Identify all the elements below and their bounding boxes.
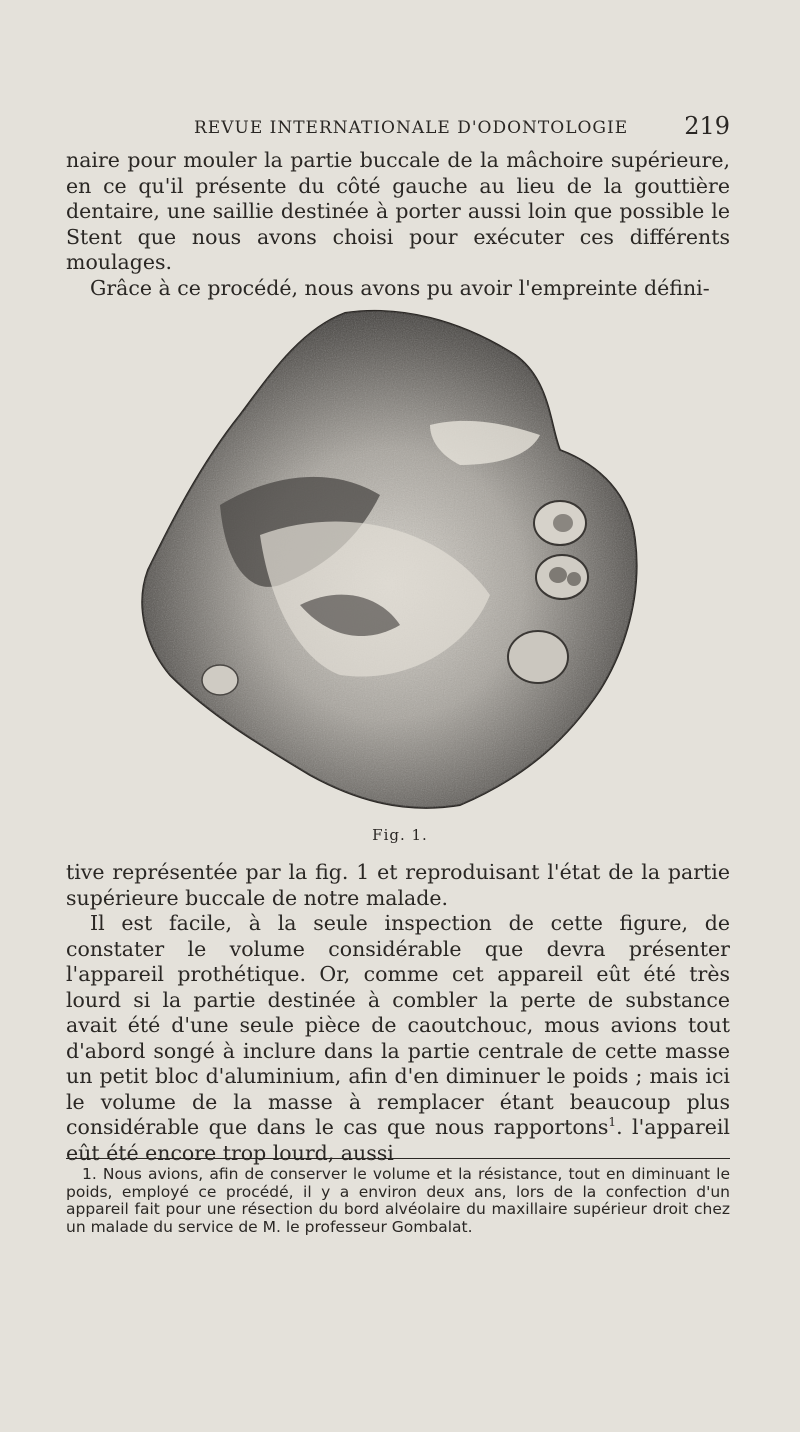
paragraph-text: Il est facile, à la seule inspection de cette figure, de constater le volume considérable que devra présenter l'appareil prothétique. Or, comme cet appareil eût été très lourd si la partie destinée à combler la perte de substance avait été d'une seule pièce de caoutchouc, mous avions tout d'abord songé à inclure dans la partie centrale de cette masse un petit bloc d'aluminium, afin d'en diminuer le poids ; mais ici le volume de la masse à remplacer étant beaucoup plus considérable que dans le cas que nous rapportons [66,911,730,1139]
paragraph: naire pour mouler la partie buccale de la mâchoire supérieure, en ce qu'il présente du côté gauche au lieu de la gouttière dentaire, une saillie destinée à porter aussi loin que possible le Stent que nous avons choisi pour exécuter ces différents moulages. [66,148,730,274]
footnote [66,1166,730,1236]
paragraph: Grâce à ce procédé, nous avons pu avoir l'empreinte défini- [90,275,710,300]
page-number: 219 [684,112,730,140]
maxilla-impression-drawing [130,305,650,815]
footnote-divider [66,1158,730,1159]
tooth-3 [508,631,568,683]
figure-caption: Fig. 1. [372,826,428,844]
figure-1-illustration [130,305,650,815]
paragraph: tive représentée par la fig. 1 et reproduisant l'état de la partie supérieure buccale de notre malade. [66,860,730,910]
paragraph [66,911,730,1166]
body-text-top [66,148,730,301]
page-header [66,112,730,146]
running-title: REVUE INTERNATIONALE D'ODONTOLOGIE [194,118,629,138]
footnote-reference: 1 [608,1115,617,1130]
body-text-bottom [66,860,730,1166]
paragraph-text-continued: . l'appareil eût été encore trop lourd, aussi [66,1115,730,1165]
tooth-4 [202,665,238,695]
footnote-text: 1. Nous avions, afin de conserver le volume et la résistance, tout en diminuant le poids, employé ce procédé, il y a environ deux ans, lors de la confection d'un appareil fait pour une résection du bord alvéolaire du maxillaire supérieur droit chez un malade du service de M. le professeur Gombalat. [66,1165,730,1236]
